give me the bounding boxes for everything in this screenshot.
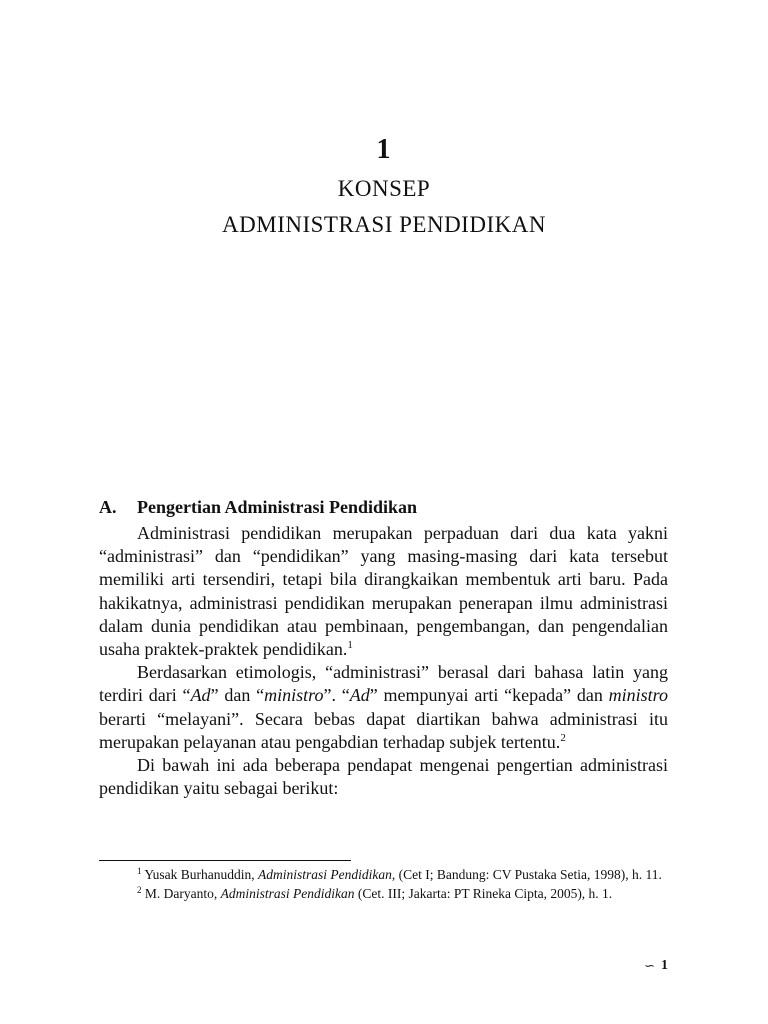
footnote-1-number: 1: [137, 866, 142, 876]
paragraph-2-text-d: ” mempunyai arti “kepada” dan: [369, 685, 609, 706]
footnote-2-publication: (Cet. III; Jakarta: PT Rineka Cipta, 2005), h. 1.: [354, 886, 613, 901]
footnotes: [99, 866, 668, 904]
section-heading: [99, 497, 417, 518]
term-ministro-2: ministro: [608, 685, 668, 706]
footnote-1-author: Yusak Burhanuddin,: [141, 867, 258, 882]
footnote-2-author: M. Daryanto,: [141, 886, 221, 901]
term-ministro: ministro: [264, 685, 324, 706]
paragraph-2-text-b: ” dan “: [210, 685, 265, 706]
footnote-1-book-title: Administrasi Pendidikan: [258, 867, 392, 882]
section-title: Pengertian Administrasi Pendidikan: [137, 497, 418, 517]
page-number: 1: [661, 958, 668, 973]
section-letter: A.: [99, 497, 117, 517]
paragraph-2: [99, 661, 668, 754]
paragraph-1: [99, 522, 668, 661]
footnote-2-number: 2: [137, 885, 142, 895]
footnote-2: [99, 885, 668, 903]
footnote-1: [99, 866, 668, 884]
body-text: [99, 522, 668, 800]
paragraph-1-text: Administrasi pendidikan merupakan perpaduan dari dua kata yakni “administrasi” dan “pendidikan” yang masing-masing dari kata tersebut memiliki arti tersendiri, tetapi bila dirangkaikan membentuk arti baru. Pada hakikatnya, administrasi pendidikan merupakan penerapan ilmu administrasi dalam dunia pendidikan atau pembinaan, pengembangan, dan pengendalian usaha praktek-praktek pendidikan.: [99, 523, 668, 660]
chapter-number: 1: [376, 134, 392, 165]
chapter-title-line-2: ADMINISTRASI PENDIDIKAN: [222, 212, 546, 237]
footnote-divider: [99, 860, 351, 861]
footnote-ref-2[interactable]: 2: [560, 731, 566, 744]
footnote-ref-1[interactable]: 1: [347, 639, 353, 652]
paragraph-2-text-e: berarti “melayani”. Secara bebas dapat diartikan bahwa administrasi itu merupakan pelayanan atau pengabdian terhadap subjek tertentu.: [99, 708, 668, 752]
term-ad: Ad: [190, 685, 211, 706]
footnote-2-book-title: Administrasi Pendidikan: [220, 886, 355, 901]
paragraph-3: Di bawah ini ada beberapa pendapat mengenai pengertian administrasi pendidikan yaitu sebagai berikut:: [99, 755, 668, 799]
paragraph-2-text-c: ”. “: [323, 685, 350, 706]
paragraph-2-text-a: Berdasarkan etimologis, “administrasi” berasal dari bahasa latin yang terdiri dari “: [99, 662, 668, 706]
page-footer: [644, 958, 668, 974]
ornament-icon: ∽: [644, 958, 655, 973]
term-ad-2: Ad: [349, 685, 370, 706]
chapter-title-line-1: KONSEP: [337, 176, 431, 201]
footnote-1-publication: , (Cet I; Bandung: CV Pustaka Setia, 1998), h. 11.: [391, 867, 662, 882]
